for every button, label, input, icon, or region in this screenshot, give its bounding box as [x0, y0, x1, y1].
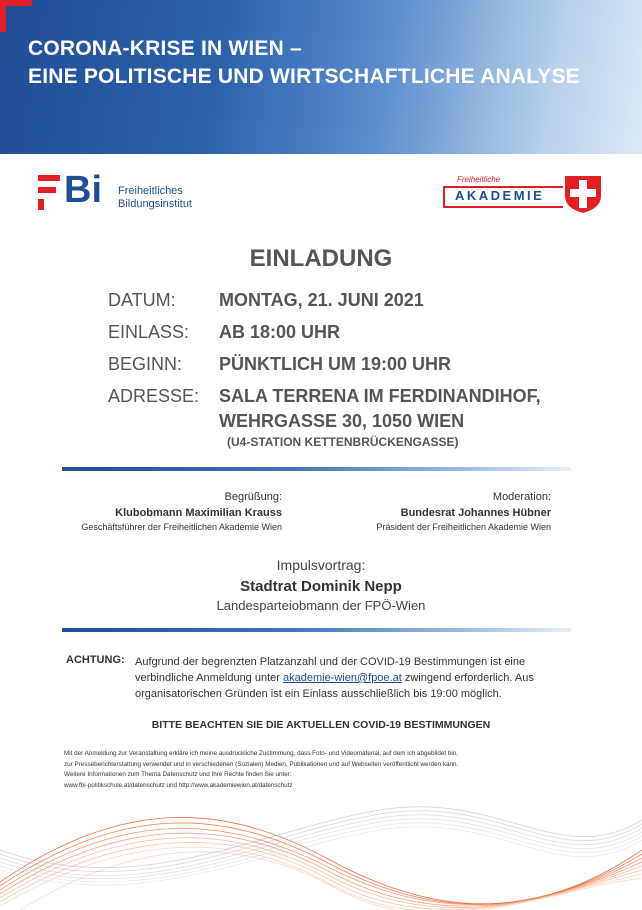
fineprint-line1: Mit der Anmeldung zur Veranstaltung erkläre ich meine ausdrückliche Zustimmung, dass Foto- und Videomaterial, auf dem ich abgebildet bin,	[64, 750, 458, 757]
fbi-logo-line2: Bildungsinstitut	[118, 198, 192, 210]
fineprint-line3: Weitere Informationen zum Thema Datenschutz und Ihre Rechte finden Sie unter:	[64, 771, 292, 779]
address-subway-note: (U4-STATION KETTENBRÜCKENGASSE)	[227, 435, 459, 449]
entry-label: EINLASS:	[108, 322, 190, 342]
fbi-logo-text	[118, 185, 192, 211]
date-label: DATUM:	[108, 290, 176, 310]
decorative-waves	[0, 790, 642, 910]
notice-text	[135, 654, 575, 702]
section-divider	[62, 628, 571, 632]
akademie-logo-word: AKADEMIE	[455, 188, 545, 203]
header-corner-accent	[0, 0, 32, 6]
covid-notice: BITTE BEACHTEN SIE DIE AKTUELLEN COVID-19 BESTIMMUNGEN	[151, 719, 491, 731]
invitation-heading: EINLADUNG	[249, 245, 393, 272]
greeting-name: Klubobmann Maximilian Krauss	[115, 507, 282, 519]
fineprint-line4[interactable]: www.fbi-politikschule.at/datenschutz und http://www.akademiewien.at/datenschutz	[64, 781, 293, 789]
akademie-logo-top: Freiheitliche	[457, 175, 501, 184]
start-value: PÜNKTLICH UM 19:00 UHR	[219, 354, 452, 374]
greeting-label: Begrüßung:	[224, 491, 282, 503]
entry-value: AB 18:00 UHR	[219, 322, 341, 342]
akademie-logo	[443, 172, 605, 214]
header-banner	[0, 0, 642, 154]
impuls-role: Landesparteiobmann der FPÖ-Wien	[216, 598, 426, 613]
fbi-logo-bar	[38, 187, 56, 193]
registration-email-link[interactable]: akademie-wien@fpoe.at	[282, 672, 402, 684]
moderation-role: Präsident der Freiheitlichen Akademie Wien	[376, 522, 551, 532]
fbi-logo-mark: Bi	[64, 169, 102, 211]
privacy-fineprint	[64, 749, 574, 791]
fbi-logo-line1: Freiheitliches	[118, 185, 183, 197]
greeting-role: Geschäftsführer der Freiheitlichen Akademie Wien	[81, 522, 282, 532]
fbi-logo-bar	[38, 175, 60, 181]
impuls-name: Stadtrat Dominik Nepp	[240, 578, 402, 595]
page-title-line1: CORONA-KRISE IN WIEN –	[28, 37, 302, 60]
impuls-label: Impulsvortrag:	[276, 557, 366, 573]
page-title-line2: EINE POLITISCHE UND WIRTSCHAFTLICHE ANALYSE	[28, 65, 580, 88]
date-value: MONTAG, 21. JUNI 2021	[219, 290, 424, 310]
notice-label: ACHTUNG:	[66, 654, 125, 666]
notice-text-part1: Aufgrund der begrenzten Platzanzahl und der COVID-19 Bestimmungen ist eine verbindliche Anmeldung unter	[135, 656, 526, 684]
fbi-logo	[38, 169, 198, 212]
moderation-label: Moderation:	[492, 491, 551, 503]
address-label: ADRESSE:	[108, 386, 200, 406]
address-value-line1: SALA TERRENA IM FERDINANDIHOF,	[219, 386, 541, 406]
shield-icon	[563, 174, 603, 214]
moderation-name: Bundesrat Johannes Hübner	[400, 507, 551, 519]
fineprint-line2: zur Presseberichterstattung verwendet und in verschiedenen (Sozialen) Medien, Publikationen und auf Webseiten veröffentlicht werden kann.	[64, 760, 459, 768]
section-divider	[62, 467, 571, 471]
start-label: BEGINN:	[108, 354, 183, 374]
fbi-logo-bar	[38, 199, 44, 210]
address-value-line2: WEHRGASSE 30, 1050 WIEN	[219, 411, 465, 431]
notice-text-part2: zwingend erforderlich. Aus organisatorischen Gründen ist ein Einlass ausschließlich bis 19:00 möglich.	[135, 672, 534, 700]
